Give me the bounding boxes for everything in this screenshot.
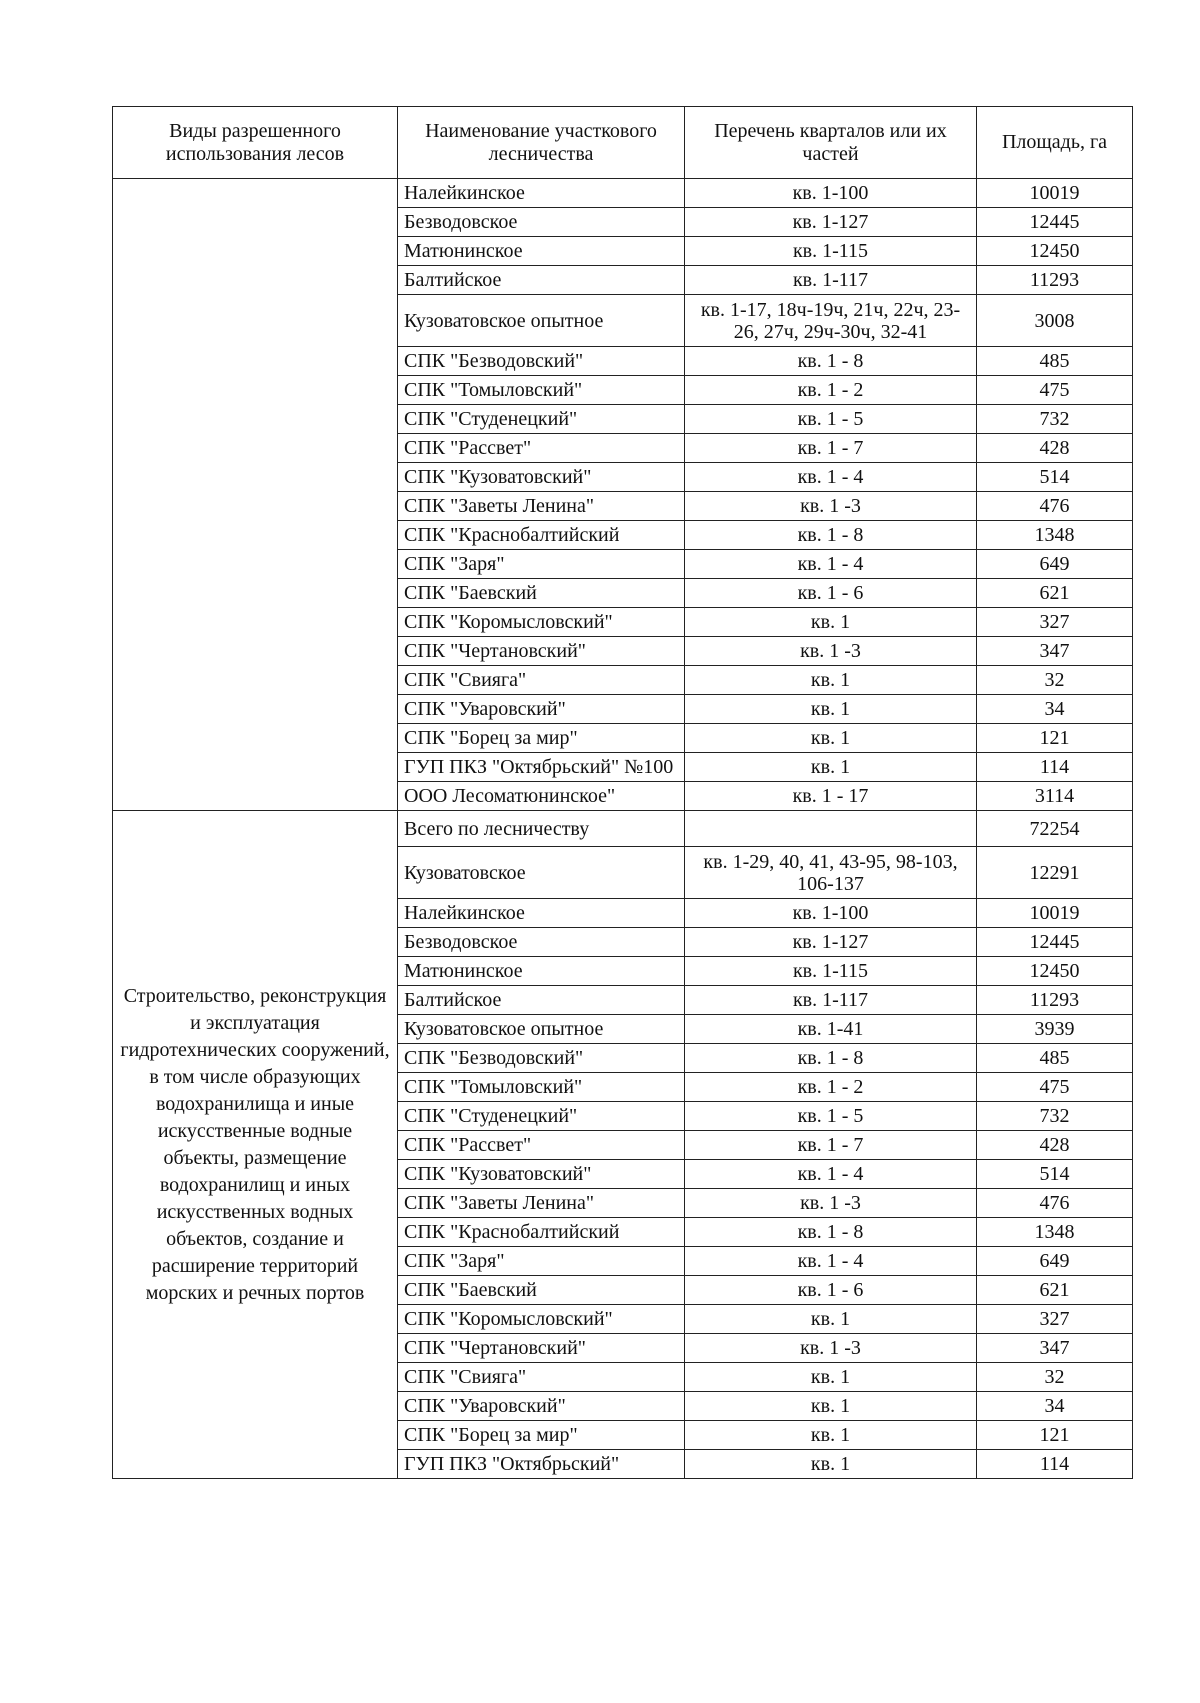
forestry-name-cell: Кузоватовское опытное — [398, 295, 685, 347]
use-type-cell — [113, 179, 398, 811]
blocks-cell: кв. 1-100 — [685, 899, 977, 928]
use-type-cell: Строительство, реконструкция и эксплуатация гидротехнических сооружений, в том числе образующих водохранилища и иные искусственные водные объекты, размещение водохранилищ и иных искусственных водных объектов, создание и расширение территорий морских и речных портов — [113, 811, 398, 1479]
forestry-name-cell: Балтийское — [398, 986, 685, 1015]
area-cell: 34 — [977, 1392, 1133, 1421]
area-cell: 10019 — [977, 179, 1133, 208]
area-cell: 649 — [977, 550, 1133, 579]
forestry-name-cell: СПК "Рассвет" — [398, 434, 685, 463]
blocks-cell: кв. 1 — [685, 753, 977, 782]
blocks-cell: кв. 1 - 7 — [685, 434, 977, 463]
forestry-name-cell: Матюнинское — [398, 237, 685, 266]
forestry-name-cell: СПК "Заря" — [398, 1247, 685, 1276]
forestry-name-cell: СПК "Краснобалтийский — [398, 1218, 685, 1247]
forestry-name-cell: СПК "Борец за мир" — [398, 1421, 685, 1450]
area-cell: 3939 — [977, 1015, 1133, 1044]
blocks-cell: кв. 1 — [685, 724, 977, 753]
blocks-cell: кв. 1 -3 — [685, 1334, 977, 1363]
forestry-name-cell: СПК "Баевский — [398, 579, 685, 608]
forestry-name-cell: Безводовское — [398, 928, 685, 957]
forestry-name-cell: СПК "Баевский — [398, 1276, 685, 1305]
blocks-cell: кв. 1-127 — [685, 208, 977, 237]
blocks-cell: кв. 1 - 4 — [685, 463, 977, 492]
blocks-cell: кв. 1-127 — [685, 928, 977, 957]
blocks-cell — [685, 811, 977, 847]
area-cell: 347 — [977, 1334, 1133, 1363]
area-cell: 1348 — [977, 521, 1133, 550]
blocks-cell: кв. 1 -3 — [685, 637, 977, 666]
area-cell: 428 — [977, 434, 1133, 463]
forestry-name-cell: СПК "Рассвет" — [398, 1131, 685, 1160]
blocks-cell: кв. 1 - 6 — [685, 579, 977, 608]
blocks-cell: кв. 1 — [685, 1363, 977, 1392]
area-cell: 514 — [977, 1160, 1133, 1189]
area-cell: 12291 — [977, 847, 1133, 899]
area-cell: 12445 — [977, 928, 1133, 957]
blocks-cell: кв. 1 - 17 — [685, 782, 977, 811]
area-cell: 10019 — [977, 899, 1133, 928]
blocks-cell: кв. 1 — [685, 666, 977, 695]
blocks-cell: кв. 1 - 5 — [685, 1102, 977, 1131]
blocks-cell: кв. 1 - 2 — [685, 1073, 977, 1102]
area-cell: 3008 — [977, 295, 1133, 347]
blocks-cell: кв. 1 -3 — [685, 1189, 977, 1218]
forestry-name-cell: СПК "Студенецкий" — [398, 1102, 685, 1131]
table-body — [113, 179, 1133, 1479]
area-cell: 475 — [977, 376, 1133, 405]
table-row — [113, 179, 1133, 208]
forestry-name-cell: СПК "Коромысловский" — [398, 1305, 685, 1334]
forestry-name-cell: ООО Лесоматюнинское" — [398, 782, 685, 811]
forestry-name-cell: Матюнинское — [398, 957, 685, 986]
blocks-cell: кв. 1 - 6 — [685, 1276, 977, 1305]
area-cell: 3114 — [977, 782, 1133, 811]
blocks-cell: кв. 1 — [685, 695, 977, 724]
area-cell: 11293 — [977, 266, 1133, 295]
blocks-cell: кв. 1-115 — [685, 957, 977, 986]
area-cell: 476 — [977, 492, 1133, 521]
forestry-name-cell: СПК "Уваровский" — [398, 695, 685, 724]
area-cell: 732 — [977, 405, 1133, 434]
area-cell: 114 — [977, 1450, 1133, 1479]
area-cell: 327 — [977, 1305, 1133, 1334]
forestry-name-cell: Налейкинское — [398, 179, 685, 208]
area-cell: 1348 — [977, 1218, 1133, 1247]
blocks-cell: кв. 1 -3 — [685, 492, 977, 521]
forestry-name-cell: Безводовское — [398, 208, 685, 237]
area-cell: 428 — [977, 1131, 1133, 1160]
area-cell: 475 — [977, 1073, 1133, 1102]
forestry-name-cell: СПК "Томыловский" — [398, 376, 685, 405]
header-forestry: Наименование участкового лесничества — [398, 107, 685, 179]
blocks-cell: кв. 1-117 — [685, 986, 977, 1015]
area-cell: 327 — [977, 608, 1133, 637]
area-cell: 476 — [977, 1189, 1133, 1218]
header-area: Площадь, га — [977, 107, 1133, 179]
area-cell: 121 — [977, 724, 1133, 753]
forestry-name-cell: СПК "Краснобалтийский — [398, 521, 685, 550]
forestry-name-cell: СПК "Заветы Ленина" — [398, 1189, 685, 1218]
blocks-cell: кв. 1 - 5 — [685, 405, 977, 434]
forestry-name-cell: СПК "Свияга" — [398, 1363, 685, 1392]
area-cell: 32 — [977, 1363, 1133, 1392]
total-row — [113, 811, 1133, 847]
forestry-name-cell: СПК "Уваровский" — [398, 1392, 685, 1421]
area-cell: 621 — [977, 579, 1133, 608]
blocks-cell: кв. 1 - 2 — [685, 376, 977, 405]
blocks-cell: кв. 1-117 — [685, 266, 977, 295]
forestry-name-cell: СПК "Кузоватовский" — [398, 463, 685, 492]
forestry-name-cell: СПК "Кузоватовский" — [398, 1160, 685, 1189]
header-use: Виды разрешенного использования лесов — [113, 107, 398, 179]
forestry-name-cell: СПК "Чертановский" — [398, 1334, 685, 1363]
blocks-cell: кв. 1 - 4 — [685, 1160, 977, 1189]
area-cell: 621 — [977, 1276, 1133, 1305]
area-cell: 114 — [977, 753, 1133, 782]
area-cell: 347 — [977, 637, 1133, 666]
forestry-name-cell: Налейкинское — [398, 899, 685, 928]
blocks-cell: кв. 1 — [685, 1421, 977, 1450]
area-cell: 11293 — [977, 986, 1133, 1015]
blocks-cell: кв. 1 - 8 — [685, 1218, 977, 1247]
forestry-name-cell: Кузоватовское — [398, 847, 685, 899]
blocks-cell: кв. 1 - 7 — [685, 1131, 977, 1160]
blocks-cell: кв. 1-17, 18ч-19ч, 21ч, 22ч, 23-26, 27ч, 29ч-30ч, 32-41 — [685, 295, 977, 347]
forestry-name-cell: СПК "Борец за мир" — [398, 724, 685, 753]
area-cell: 32 — [977, 666, 1133, 695]
blocks-cell: кв. 1-100 — [685, 179, 977, 208]
area-cell: 121 — [977, 1421, 1133, 1450]
header-row — [113, 107, 1133, 179]
blocks-cell: кв. 1 - 8 — [685, 521, 977, 550]
blocks-cell: кв. 1 — [685, 1450, 977, 1479]
area-cell: 72254 — [977, 811, 1133, 847]
blocks-cell: кв. 1-115 — [685, 237, 977, 266]
area-cell: 514 — [977, 463, 1133, 492]
forestry-name-cell: СПК "Коромысловский" — [398, 608, 685, 637]
forestry-name-cell: СПК "Чертановский" — [398, 637, 685, 666]
header-blocks: Перечень кварталов или их частей — [685, 107, 977, 179]
forestry-name-cell: СПК "Студенецкий" — [398, 405, 685, 434]
blocks-cell: кв. 1 - 8 — [685, 347, 977, 376]
forestry-name-cell: СПК "Заря" — [398, 550, 685, 579]
blocks-cell: кв. 1-29, 40, 41, 43-95, 98-103, 106-137 — [685, 847, 977, 899]
forestry-name-cell: СПК "Томыловский" — [398, 1073, 685, 1102]
forestry-name-cell: Кузоватовское опытное — [398, 1015, 685, 1044]
forestry-name-cell: СПК "Безводовский" — [398, 347, 685, 376]
blocks-cell: кв. 1 — [685, 608, 977, 637]
area-cell: 649 — [977, 1247, 1133, 1276]
blocks-cell: кв. 1 - 4 — [685, 550, 977, 579]
blocks-cell: кв. 1 — [685, 1392, 977, 1421]
forestry-table — [112, 106, 1133, 1479]
forestry-name-cell: Всего по лесничеству — [398, 811, 685, 847]
forestry-name-cell: СПК "Свияга" — [398, 666, 685, 695]
forestry-name-cell: Балтийское — [398, 266, 685, 295]
forestry-name-cell: СПК "Безводовский" — [398, 1044, 685, 1073]
area-cell: 12450 — [977, 957, 1133, 986]
area-cell: 12450 — [977, 237, 1133, 266]
forestry-name-cell: СПК "Заветы Ленина" — [398, 492, 685, 521]
blocks-cell: кв. 1-41 — [685, 1015, 977, 1044]
area-cell: 485 — [977, 347, 1133, 376]
area-cell: 12445 — [977, 208, 1133, 237]
blocks-cell: кв. 1 — [685, 1305, 977, 1334]
blocks-cell: кв. 1 - 4 — [685, 1247, 977, 1276]
forestry-name-cell: ГУП ПКЗ "Октябрьский" — [398, 1450, 685, 1479]
area-cell: 732 — [977, 1102, 1133, 1131]
area-cell: 34 — [977, 695, 1133, 724]
area-cell: 485 — [977, 1044, 1133, 1073]
forestry-name-cell: ГУП ПКЗ "Октябрьский" №100 — [398, 753, 685, 782]
blocks-cell: кв. 1 - 8 — [685, 1044, 977, 1073]
